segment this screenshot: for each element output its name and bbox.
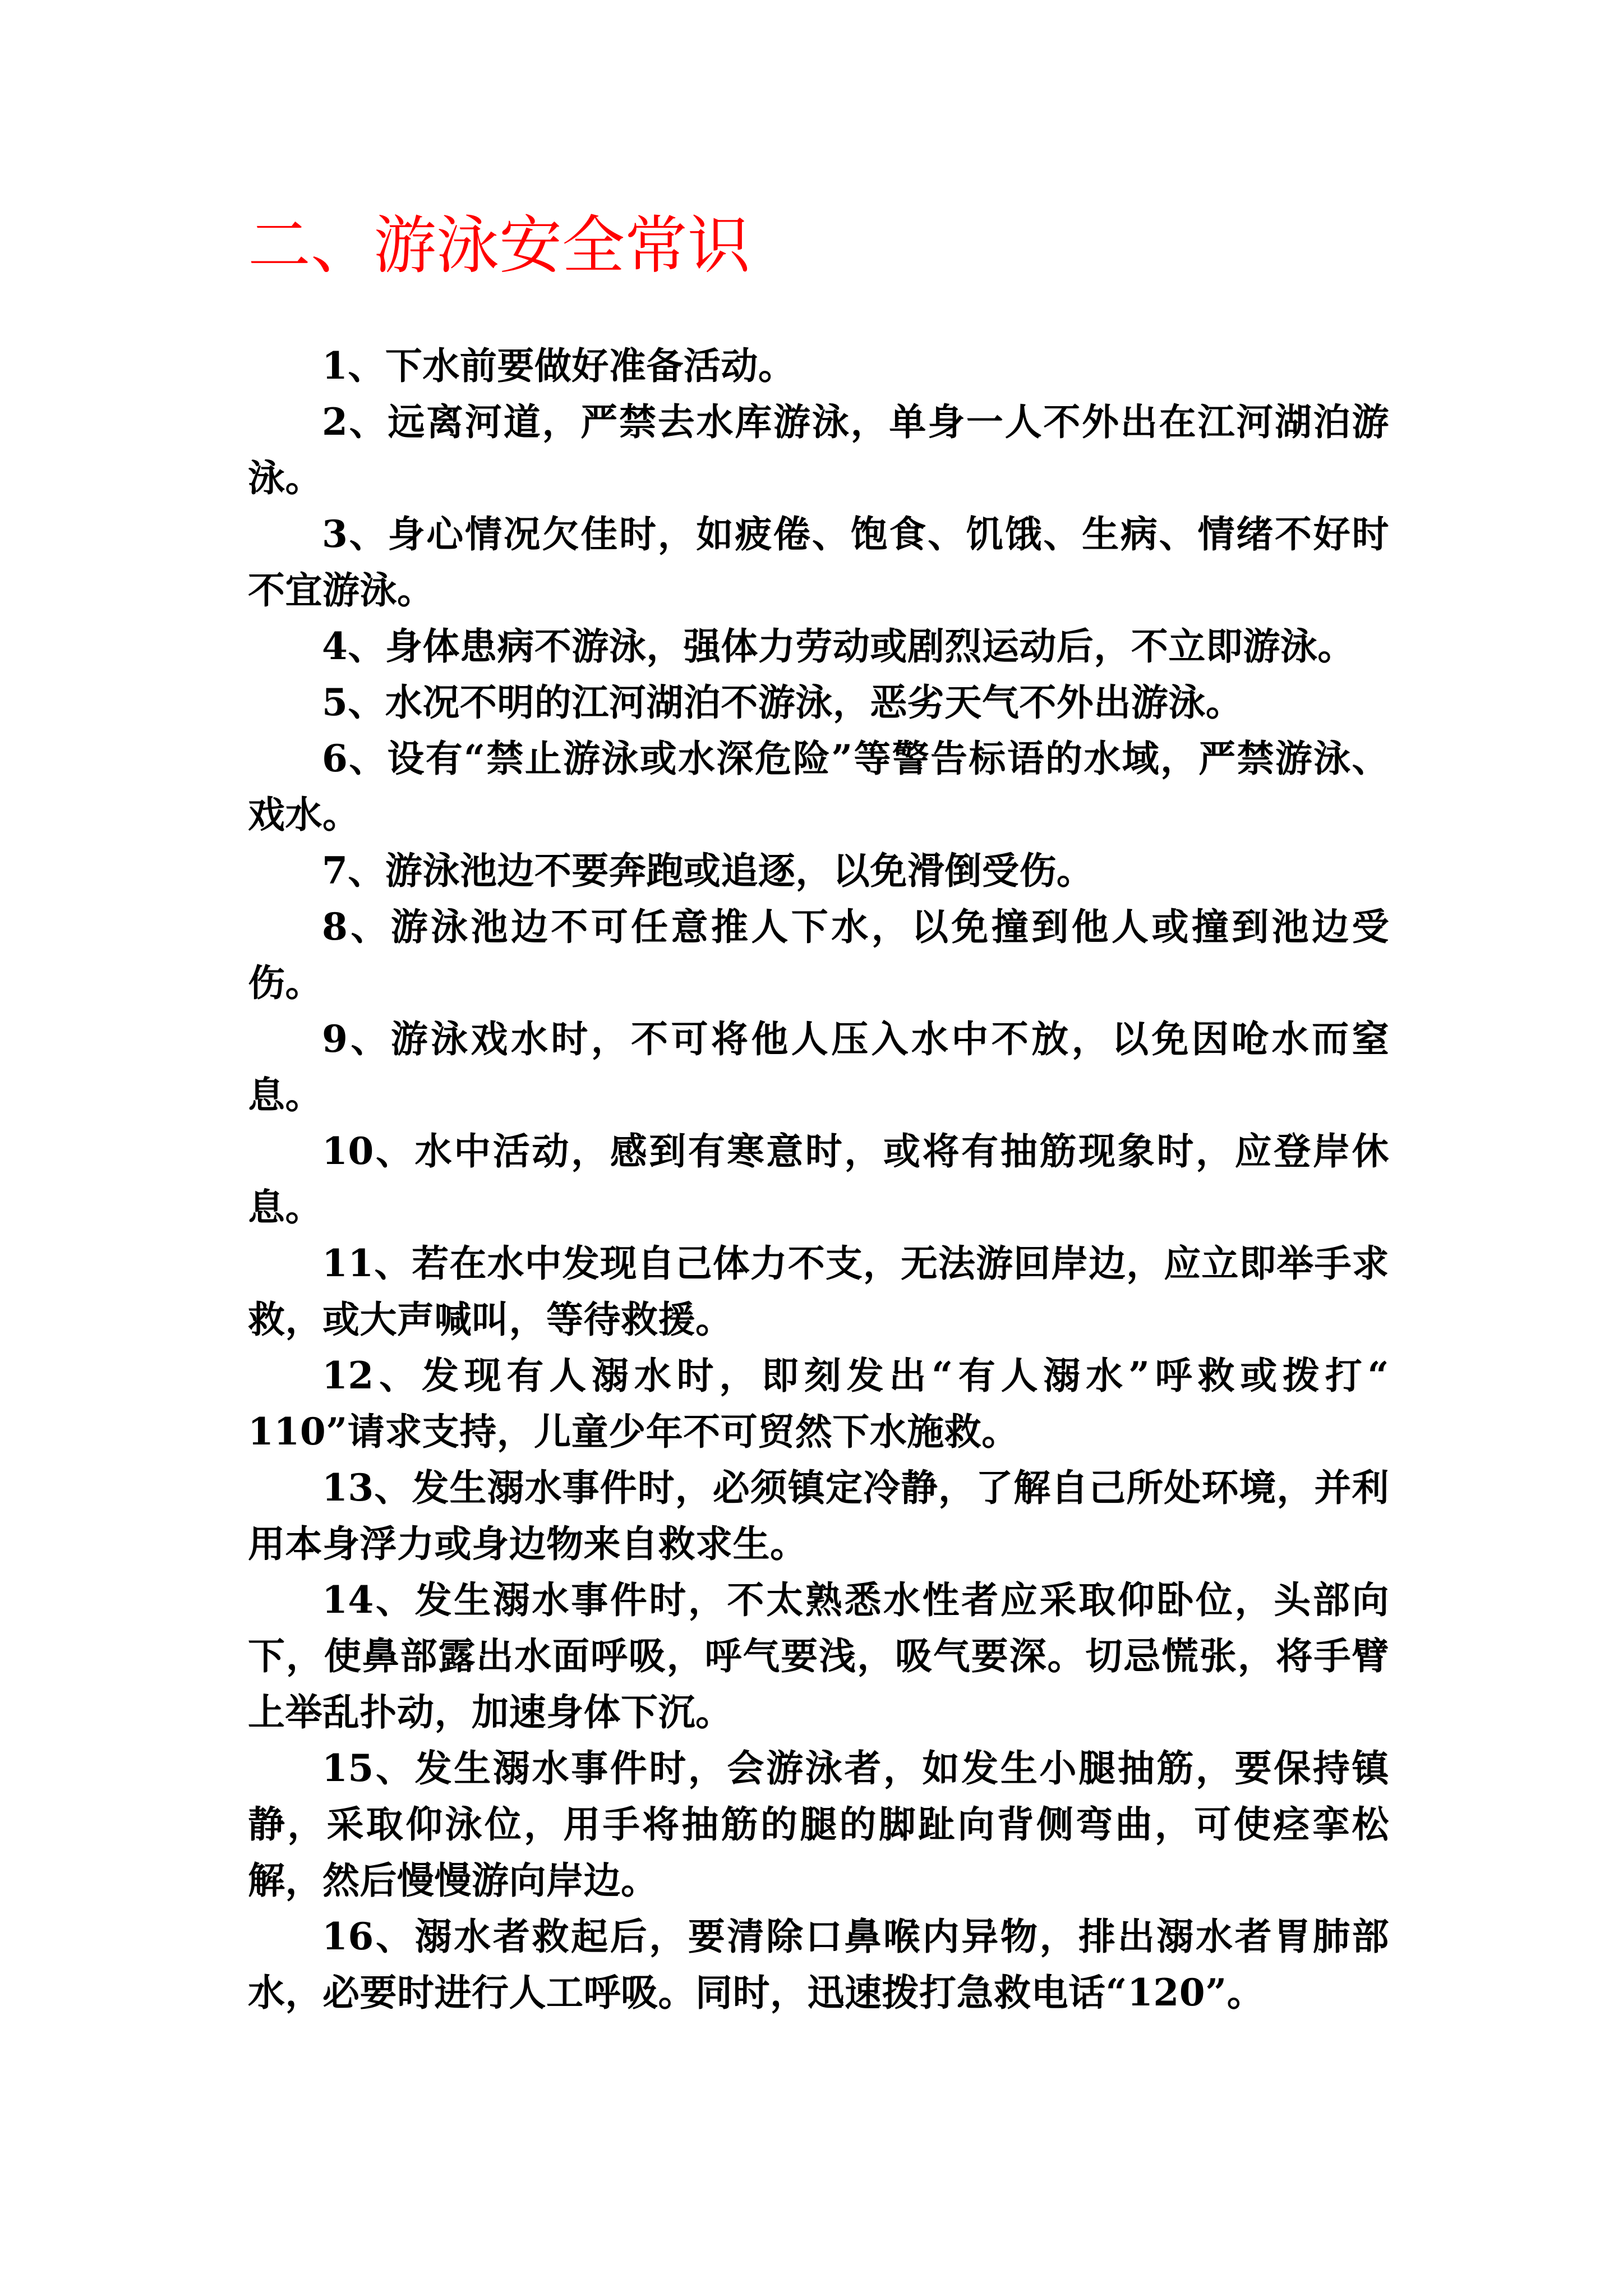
list-item — [248, 899, 1389, 1011]
list-item — [248, 843, 1389, 899]
tip-2-text: 2、远离河道，严禁去水库游泳，单身一人不外出在江河湖泊游泳。 — [248, 400, 1389, 500]
list-item — [248, 1740, 1389, 1908]
list-item — [248, 618, 1389, 674]
list-item — [248, 730, 1389, 843]
safety-tips-list — [248, 338, 1389, 2021]
list-item — [248, 338, 1389, 394]
tip-4-text: 4、身体患病不游泳，强体力劳动或剧烈运动后，不立即游泳。 — [322, 624, 1355, 668]
list-item — [248, 674, 1389, 730]
tip-10-text: 10、水中活动，感到有寒意时，或将有抽筋现象时，应登岸休息。 — [248, 1129, 1389, 1229]
list-item — [248, 1235, 1389, 1347]
list-item — [248, 506, 1389, 618]
tip-7-text: 7、游泳池边不要奔跑或追逐，以免滑倒受伤。 — [322, 849, 1094, 892]
tip-3-text: 3、身心情况欠佳时，如疲倦、饱食、饥饿、生病、情绪不好时不宜游泳。 — [248, 512, 1389, 612]
tip-1-text: 1、下水前要做好准备活动。 — [322, 344, 796, 388]
list-item — [248, 1460, 1389, 1572]
tip-9-text: 9、游泳戏水时，不可将他人压入水中不放，以免因呛水而窒息。 — [248, 1017, 1389, 1117]
tip-13-text: 13、发生溺水事件时，必须镇定冷静，了解自己所处环境，并利用本身浮力或身边物来自救求生。 — [248, 1466, 1389, 1566]
tip-16-text: 16、溺水者救起后，要清除口鼻喉内异物，排出溺水者胃肺部水，必要时进行人工呼吸。同时，迅速拨打急救电话“120”。 — [248, 1915, 1389, 2014]
document-title: 二、游泳安全常识 — [248, 209, 750, 282]
tip-8-text: 8、游泳池边不可任意推人下水，以免撞到他人或撞到池边受伤。 — [248, 905, 1389, 1005]
tip-11-text: 11、若在水中发现自己体力不支，无法游回岸边，应立即举手求救，或大声喊叫，等待救援。 — [248, 1241, 1389, 1341]
list-item — [248, 1347, 1389, 1460]
list-item — [248, 1011, 1389, 1123]
tip-5-text: 5、水况不明的江河湖泊不游泳，恶劣天气不外出游泳。 — [322, 680, 1243, 724]
list-item — [248, 394, 1389, 506]
tip-12-text: 12、发现有人溺水时，即刻发出“有人溺水”呼救或拨打“ 110”请求支持，儿童少年不可贸然下水施救。 — [248, 1354, 1389, 1453]
tip-14-text: 14、发生溺水事件时，不太熟悉水性者应采取仰卧位，头部向下，使鼻部露出水面呼吸，呼气要浅，吸气要深。切忌慌张，将手臂上举乱扑动，加速身体下沉。 — [248, 1578, 1389, 1734]
list-item — [248, 1572, 1389, 1740]
tip-6-text: 6、设有“禁止游泳或水深危险”等警告标语的水域，严禁游泳、戏水。 — [248, 737, 1389, 836]
list-item — [248, 1908, 1389, 2021]
tip-15-text: 15、发生溺水事件时，会游泳者，如发生小腿抽筋，要保持镇静，采取仰泳位，用手将抽筋的腿的脚趾向背侧弯曲，可使痉挛松解，然后慢慢游向岸边。 — [248, 1746, 1389, 1902]
list-item — [248, 1123, 1389, 1235]
